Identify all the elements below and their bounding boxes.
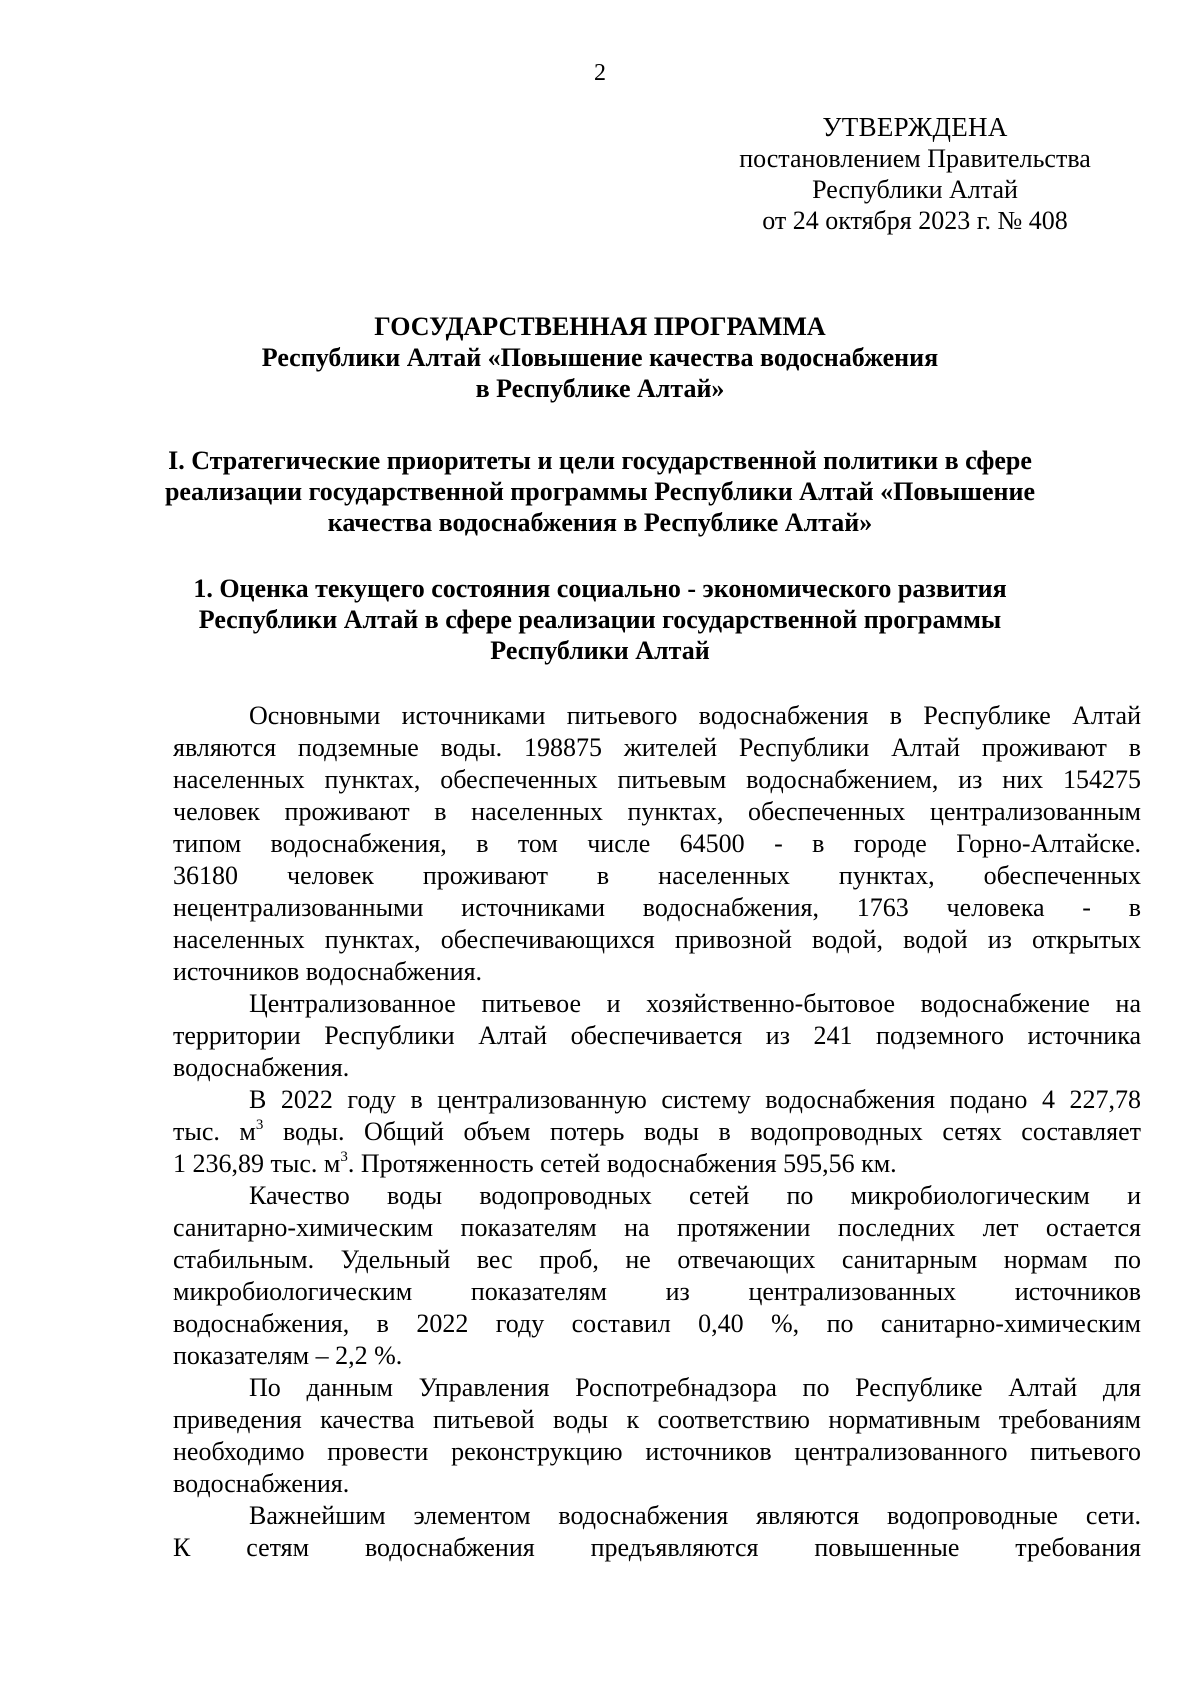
paragraph-line: Важнейшим элементом водоснабжения являются водопроводные сети. <box>249 1501 1141 1530</box>
approval-stamp <box>700 112 1130 236</box>
paragraph-line: водоснабжения. <box>173 1053 350 1082</box>
paragraph-line: микробиологическим показателям из централизованных источников <box>173 1277 1141 1306</box>
approval-heading: УТВЕРЖДЕНА <box>822 112 1008 142</box>
text-fragment: воды. Общий объем потерь воды в водопроводных сетях составляет <box>263 1117 1142 1146</box>
paragraph-line: необходимо провести реконструкцию источников централизованного питьевого <box>173 1437 1141 1466</box>
program-title-line: ГОСУДАРСТВЕННАЯ ПРОГРАММА <box>374 312 826 341</box>
paragraph-line <box>173 1148 1141 1180</box>
program-title-line: Республики Алтай «Повышение качества водоснабжения <box>261 343 939 372</box>
paragraph-line: стабильным. Удельный вес проб, не отвечающих санитарным нормам по <box>173 1245 1141 1274</box>
approval-date-line: от 24 октября 2023 г. № 408 <box>762 206 1068 235</box>
paragraph-line: территории Республики Алтай обеспечивается из 241 подземного источника <box>173 1021 1141 1050</box>
body-text <box>173 700 1141 1564</box>
paragraph-line: водоснабжения, в 2022 году составил 0,40 %, по санитарно-химическим <box>173 1309 1141 1338</box>
paragraph-line: источников водоснабжения. <box>173 957 483 986</box>
paragraph-line: Централизованное питьевое и хозяйственно-бытовое водоснабжение на <box>249 989 1141 1018</box>
paragraph-line: типом водоснабжения, в том числе 64500 - в городе Горно-Алтайске. <box>173 829 1141 858</box>
text-fragment: . Протяженность сетей водоснабжения 595,56 км. <box>347 1149 897 1178</box>
paragraph-line: В 2022 году в централизованную систему водоснабжения подано 4 227,78 <box>249 1085 1141 1114</box>
paragraph-line: показателям – 2,2 %. <box>173 1341 403 1370</box>
superscript: 3 <box>255 1117 264 1133</box>
paragraph-line: нецентрализованными источниками водоснабжения, 1763 человека - в <box>173 893 1141 922</box>
paragraph-line: являются подземные воды. 198875 жителей Республики Алтай проживают в <box>173 733 1141 762</box>
paragraph-line: Основными источниками питьевого водоснабжения в Республике Алтай <box>249 701 1141 730</box>
paragraph-line: 36180 человек проживают в населенных пунктах, обеспеченных <box>173 861 1141 890</box>
text-fragment: 1 236,89 тыс. м <box>173 1149 341 1178</box>
page-number: 2 <box>594 60 606 86</box>
paragraph-line: Качество воды водопроводных сетей по микробиологическим и <box>249 1181 1141 1210</box>
section-heading <box>130 445 1070 538</box>
approval-line: постановлением Правительства <box>739 144 1091 173</box>
paragraph-line: К сетям водоснабжения предъявляются повышенные требования <box>173 1533 1141 1562</box>
program-title-line: в Республике Алтай» <box>475 374 725 403</box>
paragraph-line: приведения качества питьевой воды к соответствию нормативным требованиям <box>173 1405 1141 1434</box>
paragraph-line: санитарно-химическим показателям на протяжении последних лет остается <box>173 1213 1141 1242</box>
paragraph-line: человек проживают в населенных пунктах, обеспеченных централизованным <box>173 797 1141 826</box>
section-heading-line: реализации государственной программы Республики Алтай «Повышение <box>164 477 1036 506</box>
paragraph-line: населенных пунктах, обеспеченных питьевым водоснабжением, из них 154275 <box>173 765 1141 794</box>
paragraph-line: водоснабжения. <box>173 1469 350 1498</box>
section-heading-line: I. Стратегические приоритеты и цели государственной политики в сфере <box>168 446 1032 475</box>
subsection-heading <box>130 573 1070 666</box>
text-fragment: тыс. м <box>173 1117 256 1146</box>
program-title <box>130 311 1070 404</box>
subsection-heading-line: 1. Оценка текущего состояния социально - экономического развития <box>193 574 1007 603</box>
superscript: 3 <box>340 1149 348 1165</box>
paragraph-line: населенных пунктах, обеспечивающихся привозной водой, водой из открытых <box>173 925 1141 954</box>
subsection-heading-line: Республики Алтай <box>490 636 710 665</box>
paragraph-line <box>173 1116 1141 1148</box>
section-heading-line: качества водоснабжения в Республике Алтай» <box>327 508 873 537</box>
subsection-heading-line: Республики Алтай в сфере реализации государственной программы <box>198 605 1002 634</box>
paragraph-line: По данным Управления Роспотребнадзора по Республике Алтай для <box>249 1373 1141 1402</box>
approval-line: Республики Алтай <box>812 175 1018 204</box>
